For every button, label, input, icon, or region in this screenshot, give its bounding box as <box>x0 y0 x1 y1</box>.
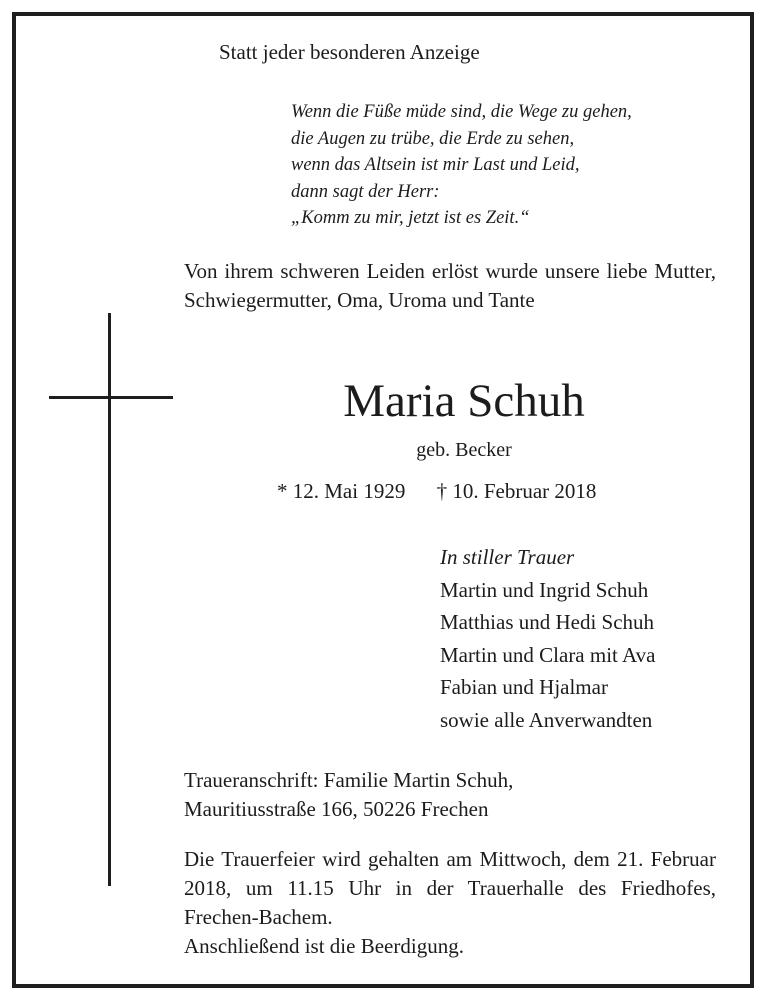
maiden-name: geb. Becker <box>416 439 512 461</box>
deceased-name: Maria Schuh <box>343 375 585 427</box>
cross-icon-horizontal-bar <box>49 396 173 399</box>
mourner-item: Martin und Ingrid Schuh <box>440 577 649 602</box>
mourning-address <box>184 766 513 824</box>
death-date: † 10. Februar 2018 <box>436 479 597 503</box>
birth-date: * 12. Mai 1929 <box>277 479 406 503</box>
poem-line: die Augen zu trübe, die Erde zu sehen, <box>291 128 575 149</box>
header-line: Statt jeder besonderen Anzeige <box>219 40 480 64</box>
mourner-item: Matthias und Hedi Schuh <box>440 610 655 634</box>
poem-line: Wenn die Füße müde sind, die Wege zu gehen, <box>291 102 632 122</box>
intro-paragraph: Von ihrem schweren Leiden erlöst wurde unsere liebe Mutter, Schwiegermutter, Oma, Uroma und Tante <box>184 259 716 312</box>
mourners-heading: In stiller Trauer <box>440 545 575 569</box>
burial-note: Anschließend ist die Beerdigung. <box>184 934 464 958</box>
poem-line: „Komm zu mir, jetzt ist es Zeit.“ <box>291 208 530 228</box>
poem-line: wenn das Altsein ist mir Last und Leid, <box>291 155 580 175</box>
ceremony-text: Die Trauerfeier wird gehalten am Mittwoch, dem 21. Februar 2018, um 11.15 Uhr in der Trauerhalle des Friedhofes, Frechen-Bachem. <box>184 847 716 929</box>
mourners-list <box>440 541 655 736</box>
mourner-item: Fabian und Hjalmar <box>440 675 608 699</box>
mourner-item: sowie alle Anverwandten <box>440 707 653 732</box>
poem-line: dann sagt der Herr: <box>291 181 440 202</box>
poem <box>291 99 632 232</box>
life-dates <box>277 477 596 505</box>
address-line: Traueranschrift: Familie Martin Schuh, <box>184 768 514 792</box>
mourner-item: Martin und Clara mit Ava <box>440 642 656 667</box>
ceremony-info <box>184 845 716 961</box>
address-line: Mauritiusstraße 166, 50226 Frechen <box>184 797 489 821</box>
